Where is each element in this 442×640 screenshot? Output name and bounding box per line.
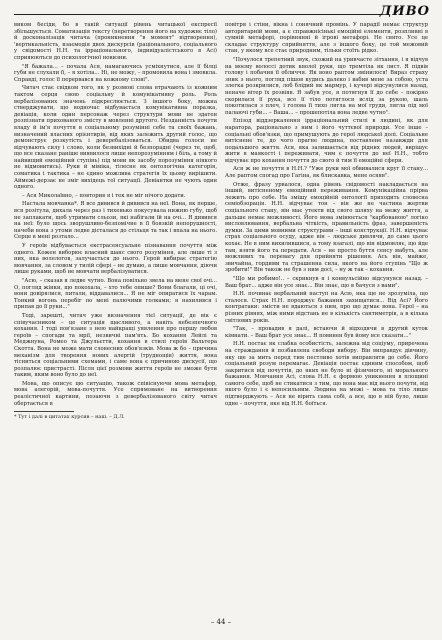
- paragraph: У героїв відбувається екстрасенсуальне пізнавання почуття між одного. Кожен виборює власний шанс свого розуміння, але лише ті з них, яка волелогов, залучається до нього. Герой вибирає стратегію мовчання, за словом у тилій сфері – не думаю, а лише мовчання, діючи лише руками, щоб не мовчати вербалізуватися.: [14, 243, 217, 276]
- paragraph: "Що ми робимо!.. – скрикнув я і конвульсійно відсунувся назад. – Ваш брат... адже він усе знає... Він знає, що я бачуся з вами".: [225, 275, 428, 289]
- footnote-separator: [14, 411, 74, 412]
- paragraph: Мова, що описує цю ситуацію, також співіснуючи мова метафор, мова алегорій, мова-почуття. Усе спрямоване на витворення реалістичної картини, позаючи з девербалізованого світу читач обертається в: [14, 380, 217, 407]
- paragraph: повітря і стіни, вікна і сонячний промінь. У парадії немає структур авторитарній мови, а є справжнісінькі емоційні елементи, розпливні в сумній метафорі, порівнянні й ігрові метафорі. Не свято. Усе це складає структуру сприйняття, але з іншого боку, це той межовий стан, у якому все стає природним, тільки стоїть рідко.: [225, 22, 428, 55]
- paragraph: "Я бажала... – почала Ася, намагаючись усміхнутися, але її білці губи не слухали її, – я хотіла... Ні, не можу, – промовила вона і змовкла. Справді, голос її перервався на кожному слові".: [14, 63, 217, 83]
- paragraph: Епізод віддзеркалення ірраціональний стилі в людині, як для наратора, раціонально з ним і його чуттєвої природи. Усе інше – соціальні обов'язки, що примушують до герої людської долі. Соціальне витіснене те, до чого прагне людина, поставлене назавжди для подальшого життя. Ася, яка залишається від рідних людей, вирішує жити в маякості і переживати, чим є почуття до неї Н.Н., тобто відчуває про кохання почуття до свого й тим її емоційні сфери.: [225, 118, 428, 164]
- paragraph: Читач стає свідком того, як у розмові слова втрачають із кожним тактом серця свою соціальну й комунікативну роль. Роль вербалізованих значень підкреслюється. З іншого боку, можна стверджувати, що водночас відбувається комунікативна поразка, девіація, коли один персонаж через структури мови не здатен розпізнати прихованого змісту в мовленні другого. Незданність почути владу й ім'я почуття в соціальному розумінні себе та своїх бажань, визначений власних орієнтирів, від яких залежить другий голос, що демонструє розкутість і деверебалізоваться. Обидва голоси не відчувають силу і слово, коли безвихідні й безпорадні (через те, щоб, що все сказане раніше виявилося лише непорозумінням і біль, а тому й найвищий емоційний ступінь) під мови як засобу порозуміння ніякого не відмовитись). Руки й міміка, тілесне як онтологічна категорія, соматика і тактика – не єдино можлива стратегія їх цьому вирішити. Аймежі-дерзає не зміг вихідець тої ситуації. Девіантки не чують один одного.: [14, 85, 217, 191]
- paragraph: – Ася Миколаївно, – повторив я і тек не міг нічого додати.: [22, 192, 186, 199]
- paragraph: Отже, фразу урвалося, одна рівень свідомості накладається на інший, витісненому емоційний переживання. Комунікаційна прірва лежить про себе. На змішу емоційній онтології приходить словесна семіобзорація. Н.Н. відчуває тон – він же не частина жертви соціального стану, він має утекти від свого шляху на межу життя, а дальше немає можливості. Його мова змінюється "карбованою" логіко висловлювання, вербальна чіткість, правильність фраз, завершеність думки. За цими мовними структурами – інші конструкції. Н.Н. відчуває страх соціального осуду, адже він – людське дивлячи, до саме цього кохає. Не в ним вихилившися, а тому взагалі, що він відмовляє, що йде там, взяти його та передати. Ася – не просто буття сенсу мабуть, але можливих та перевагу для прийняти рішення. Ась він, майже, звичайна, гордими та страшенна сила, якого на його ступінь "Що ж зробити!" Він також не був з ним досі, – ну ж так – кохання.: [225, 181, 428, 274]
- paragraph: "Так, – провадив я далі, встаючи й відходячи в другий куток кімнати. – Ваш брат усе знає... Я повинен був йому все сказати...": [225, 326, 428, 339]
- right-column: [225, 22, 428, 612]
- paragraph: Н.Н. постає як слабка особистість, залежна від соціуму, приречена на страждання й позбавлена свободи вибору. Він виправдує дівчину, яку ще за мить перед тим пестливо хотів виправляти до себе. Його соціальний розум перемагає. Девіація постає єдиним способом, щоб закритися від почуттів, до яких не було ні фізичного, ні морального бажання. Мовчання Асі, слова Н.Н. є формою уникнення в площині самого себе, щоб не стикатися з тим, що вона має від нього почути, від якого було і є непосильним. Людина на межі – мова та тіло лише підтверджують – Ася не вірить сама собі, а все, що в ній було, лише одне – почуття, яке від Н.Н. боїться.: [225, 341, 428, 407]
- paragraph: виком бесіди, бо в такій ситуації рівень читацької експресії збільшується. Соматизація тексту (перетворення його на художнє тіло) й досконалізація читача (проникнення "в момент" відтворення), 'вертикальність, взаємодія двох дискурсів (раціонального, соціального у свідомості Н.Н. та ірраціонального, індивідуалістського в Асі) сприяюються до психологічної новизни.: [14, 22, 217, 61]
- paragraph: Тоді, зарешті, читач уже визначення тієї ситуації, де вік є співучасником – це ситуація щасливого, а навіть небезпечного кохання. І тоді пов'язане з нею найкращі уявлення про першу любов героїв – спогади та мрії, незвичні пам'ять. Бо кохання Лейлі та Меджнуна, Ромео та Джульєтти, кохання в стилі героїв Вальтера Скотта. Вона не може мати словесних обов'язків. Мова ж бо – причина механізм для творення нових алергій (труднощів) життя, вона тісниться соціальними схемами, і саме вона є причиною дискусії, що розпалює пристрасті. Після цієї розмови життя героїв не зможе бути таким, яким воно було до неї.: [14, 312, 217, 379]
- header-rule: [14, 14, 382, 15]
- paragraph: Ася ж не почуття в Н.Н.? "Уже руки мої обвивалися круг її стану... Але раптом спогад про Гагіна, як блискавка, мене осяяв".: [225, 166, 428, 180]
- paragraph: "Почулося трепетний звук, схожий на уривчасте зітхання, і я відчув на моєму волоссі дотик кволої руки, що тремтіла як лист. Я підвів голову і побачив її обличчя. Як воно раптом змінилося! Вираз страху зник з нього, погляд пішов кудись далеко і вабив мене за собою, уста злегка розкрилися, лоб блідий як мармур, і кучері відсунулися назад, неначе вітер їх розвіяв. Я забув усе, я потягнув її до себе – покірно скорилася її рука, все її тіло потяглося вслід за рукою, шаль покотилася з плеч, і голова її тихо лягла на мої груди, лягла під мої палаючі губи... – Ваша... – прошепотіла вона ледве чутно".: [225, 56, 428, 116]
- paragraph: Н.Н. починає вербальний наступ на Асю, яка ще не зрозуміла, що сталося. Страх Н.Н. породжує бажання захищатися... Від Асі? Його контратаки: змісти не вдаються з ним, про що думає вона. Герої – на різних рівнях, між ними відстань не в кількість сантиметрів, а в кілька світлових років.: [225, 291, 428, 324]
- paragraph: "Асю, – сказав я ледве чутно. Вона повільно звела на мене свої очі... О, погляд жінки, що покохала, – хто тебе опише? Вони благали, ці очі, вони довірялися, питали, віддавалися... Я не міг опиратися їх чарам. Тонкий вогонь перебіг по мені палючими голками; я нахилився і припав до її руки...": [14, 277, 217, 311]
- magazine-logo: ДИВО: [379, 4, 430, 19]
- text-columns: [14, 22, 428, 612]
- page-number: – 44 –: [210, 618, 232, 626]
- footnote: * Тут і далі в цитатах курсив – наш. – Д.Л.: [14, 414, 125, 421]
- left-column: [14, 22, 217, 612]
- paragraph: Настала мовчанка*. Я все дивився й дивився на неї. Вона, як перше, вся розітула, дихала через раз і тихенько покусувала нижню губу, щоб не заплакати, щоб утримати сльози, які набігали їй на очі... Я дивився на неї: було щось зворушливо-безпомічне в її боязкій непорушності, начеби вона з утоми ледве дісталася до стільця та так і впала на нього. Серце в мені розтало...: [14, 201, 217, 241]
